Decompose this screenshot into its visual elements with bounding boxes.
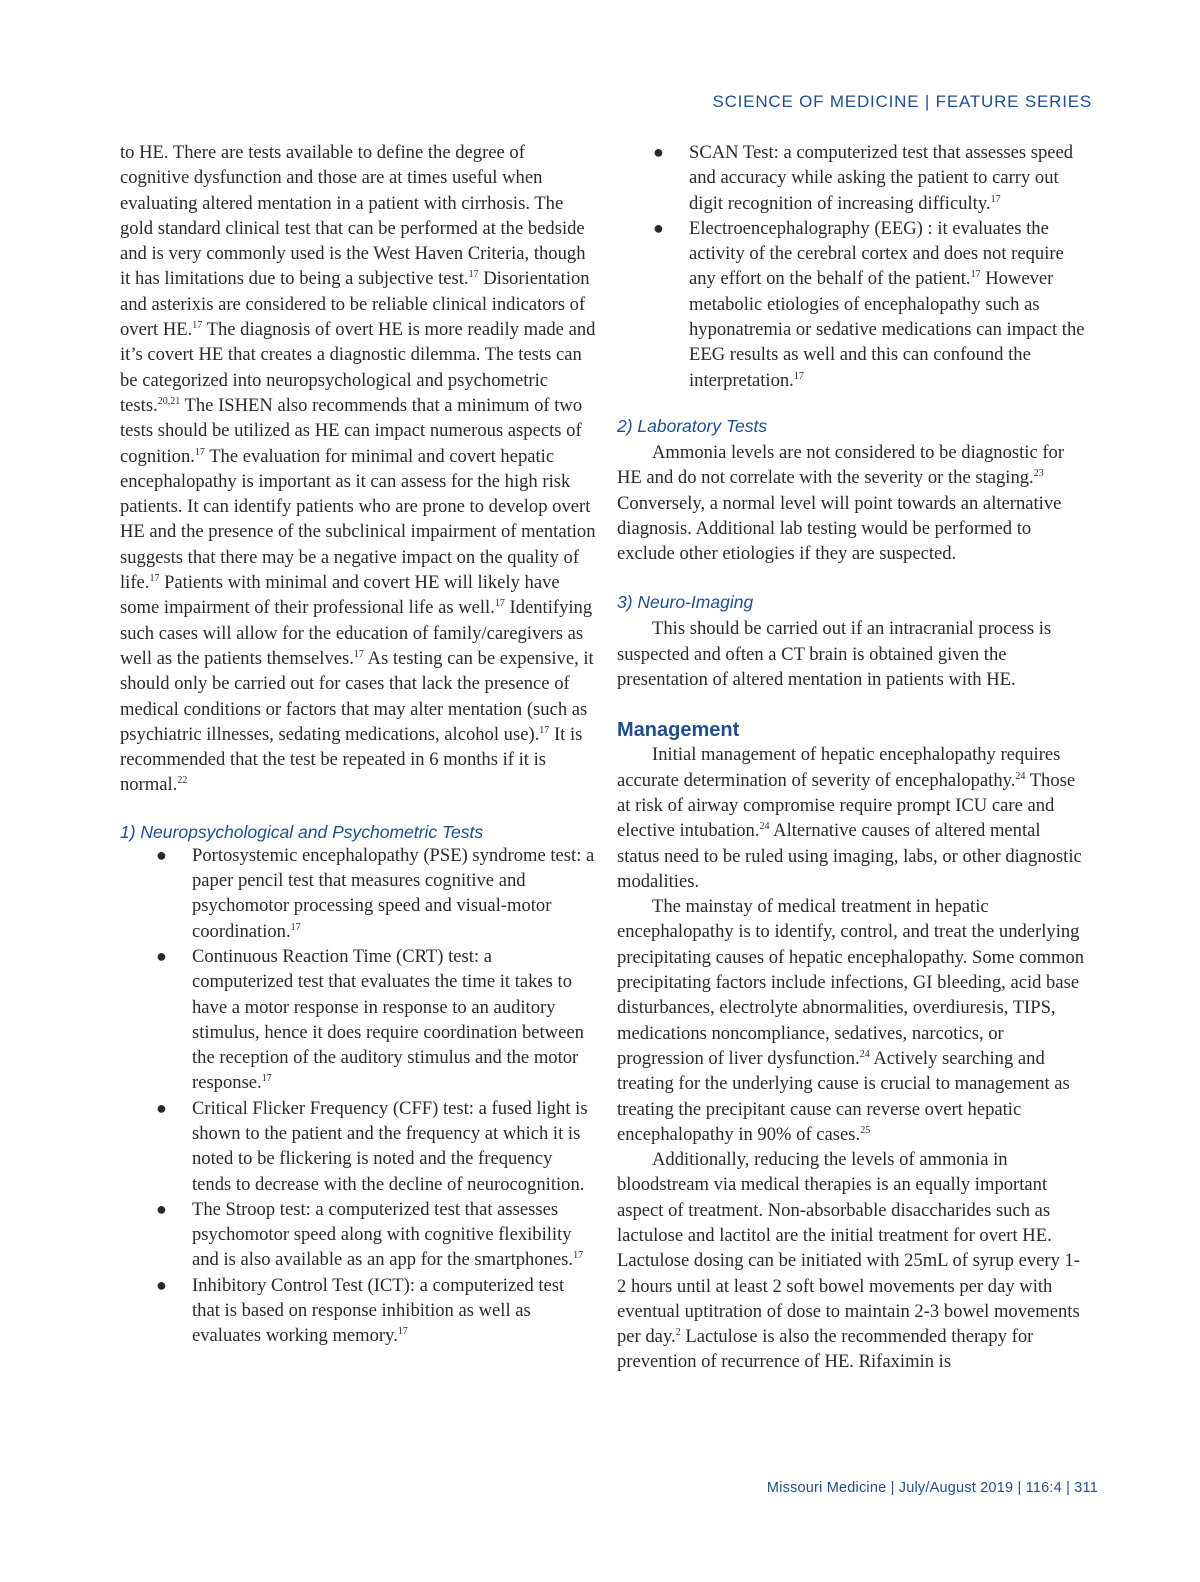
citation-reference: 24 — [859, 1048, 870, 1060]
citation-reference: 17 — [573, 1250, 584, 1262]
neuropsych-test-list — [120, 843, 596, 1349]
citation-reference: 17 — [261, 1073, 272, 1085]
citation-reference: 22 — [177, 775, 188, 787]
citation-reference: 20,21 — [157, 395, 181, 407]
citation-reference: 24 — [1015, 770, 1026, 782]
citation-reference: 17 — [539, 724, 550, 736]
imaging-paragraph: This should be carried out if an intracranial process is suspected and often a CT brain is obtained given the presentation of altered mentation in patients with HE. — [617, 618, 1052, 691]
intro-paragraph: to HE. There are tests available to define the degree of cognitive dysfunction and those are at times useful when evaluating altered mentation in a patient with cirrhosis. The gold standard clinical test that can be performed at the bedside and is very commonly used is the West Haven Criteria, though it has limitations due to being a subjective test.$^{17}$ Disorientation and asterixis are considered to be reliable clinical indicators of overt HE.$^{17}$ The diagnosis of overt HE is more readily made and it’s covert HE that creates a diagnostic dilemma. The tests can be categorized into neuropsychological and psychometric tests.$^{20,21}$ The ISHEN also recommends that a minimum of two tests should be utilized as HE can impact numerous aspects of cognition.$^{17}$ The evaluation for minimal and covert hepatic encephalopathy is important as it can assess for the high risk patients. It can identify patients who are prone to develop overt HE and the presence of the subclinical impairment of mentation suggests that there may be a negative impact on the quality of life.$^{17}$ Patients with minimal and covert HE will likely have some impairment of their professional life as well.$^{17}$ Identifying such cases will allow for the education of family/caregivers as well as the patients themselves.$^{17}$ As testing can be expensive, it should only be carried out for cases that lack the presence of medical conditions or factors that may alter mentation (such as psychiatric illnesses, sedating medications, alcohol use).$^{17}$ It is recommended that the test be repeated in 6 months if it is normal.$^{22}$ — [120, 142, 596, 796]
bullet-icon: ● — [653, 142, 664, 162]
citation-reference: 23 — [1033, 468, 1044, 480]
citation-reference: 17 — [494, 598, 505, 610]
list-item: ● Electroencephalography (EEG) : it evaluates the activity of the cerebral cortex and does not require any effort on the behalf of the patient.$^{17}$ However metabolic etiologies of encephalopathy such as hyponatremia or sedative medications can impact the EEG results as well and this can confound the interpretation.$^{17}$ — [653, 217, 1085, 391]
running-head: SCIENCE OF MEDICINE | FEATURE SERIES — [712, 92, 1092, 111]
left-column — [120, 140, 596, 1349]
citation-reference: 17 — [468, 269, 479, 281]
management-paragraph: Additionally, reducing the levels of ammonia in bloodstream via medical therapies is an equally important aspect of treatment. Non-absorbable disaccharides such as lactulose and lactitol are the initial treatment for overt HE. Lactulose dosing can be initiated with 25mL of syrup every 1-2 hours until at least 2 soft bowel movements per day with eventual uptitration of dose to maintain 2-3 bowel movements per day.$^2$ Lactulose is also the recommended therapy for prevention of recurrence of HE. Rifaximin is — [617, 1149, 1081, 1373]
list-item: ● Critical Flicker Frequency (CFF) test: a fused light is shown to the patient and the frequency at which it is noted to be flickering is noted and the frequency tends to decrease with the decline of neurocognition. — [156, 1097, 588, 1195]
citation-reference: 17 — [290, 921, 301, 933]
citation-reference: 17 — [192, 320, 203, 332]
subhead-neuropsych-tests: 1) Neuropsychological and Psychometric Tests — [120, 821, 484, 842]
list-item: ● The Stroop test: a computerized test that assesses psychomotor speed along with cognitive flexibility and is also available as an app for the smartphones.$^{17}$ — [156, 1198, 584, 1271]
citation-reference: 17 — [793, 370, 804, 382]
citation-reference: 17 — [353, 648, 364, 660]
bullet-icon: ● — [156, 844, 167, 865]
list-item: ● Continuous Reaction Time (CRT) test: a computerized test that evaluates the time it takes to have a motor response in response to an auditory stimulus, hence it does require coordination between the reception of the auditory stimulus and the motor response.$^{17}$ — [156, 945, 584, 1094]
citation-reference: 17 — [194, 446, 205, 458]
right-column — [617, 140, 1087, 1375]
bullet-icon: ● — [156, 1097, 167, 1118]
neuropsych-test-list-continued — [617, 140, 1087, 393]
bullet-icon: ● — [156, 1198, 167, 1219]
bullet-icon: ● — [156, 1274, 167, 1295]
management-paragraph: The mainstay of medical treatment in hepatic encephalopathy is to identify, control, and treat the underlying precipitating causes of hepatic encephalopathy. Some common precipitating factors include infections, GI bleeding, acid base disturbances, electrolyte abnormalities, overdiuresis, TIPS, medications noncompliance, sedatives, narcotics, or progression of liver dysfunction.$^{24}$ Actively searching and treating for the underlying cause is crucial to management as treating the precipitant cause can reverse overt hepatic encephalopathy in 90% of cases.$^{25}$ — [617, 896, 1085, 1145]
list-item: ● Inhibitory Control Test (ICT): a computerized test that is based on response inhibition as well as evaluates working memory.$^{17}$ — [156, 1274, 565, 1347]
bullet-icon: ● — [156, 945, 167, 966]
citation-reference: 17 — [970, 269, 981, 281]
list-item: ● SCAN Test: a computerized test that assesses speed and accuracy while asking the patient to carry out digit recognition of increasing difficulty.$^{17}$ — [653, 142, 1074, 214]
citation-reference: 17 — [397, 1326, 408, 1338]
subhead-neuro-imaging: 3) Neuro-Imaging — [617, 592, 754, 613]
page-footer-citation: Missouri Medicine | July/August 2019 | 116:4 | 311 — [766, 1480, 1098, 1496]
list-item: ● Portosystemic encephalopathy (PSE) syndrome test: a paper pencil test that measures cognitive and psychomotor processing speed and visual-motor coordination.$^{17}$ — [156, 844, 595, 942]
citation-reference: 25 — [860, 1124, 871, 1136]
management-heading: Management — [617, 719, 740, 742]
laboratory-paragraph: Ammonia levels are not considered to be diagnostic for HE and do not correlate with the severity or the staging.$^{23}$ Conversely, a normal level will point towards an alternative diagnosis. Additional lab testing would be performed to exclude other etiologies if they are suspected. — [617, 441, 1065, 565]
subhead-laboratory-tests: 2) Laboratory Tests — [617, 415, 768, 436]
citation-reference: 17 — [149, 573, 160, 585]
citation-reference: 17 — [990, 193, 1001, 205]
citation-reference: 24 — [759, 821, 770, 833]
citation-reference: 2 — [675, 1327, 681, 1339]
management-paragraph: Initial management of hepatic encephalopathy requires accurate determination of severity of encephalopathy.$^{24}$ Those at risk of airway compromise require prompt ICU care and elective intubation.$^{24}$ Alternative causes of altered mental status need to be ruled using imaging, labs, or other diagnostic modalities. — [617, 744, 1082, 892]
bullet-icon: ● — [653, 217, 664, 238]
